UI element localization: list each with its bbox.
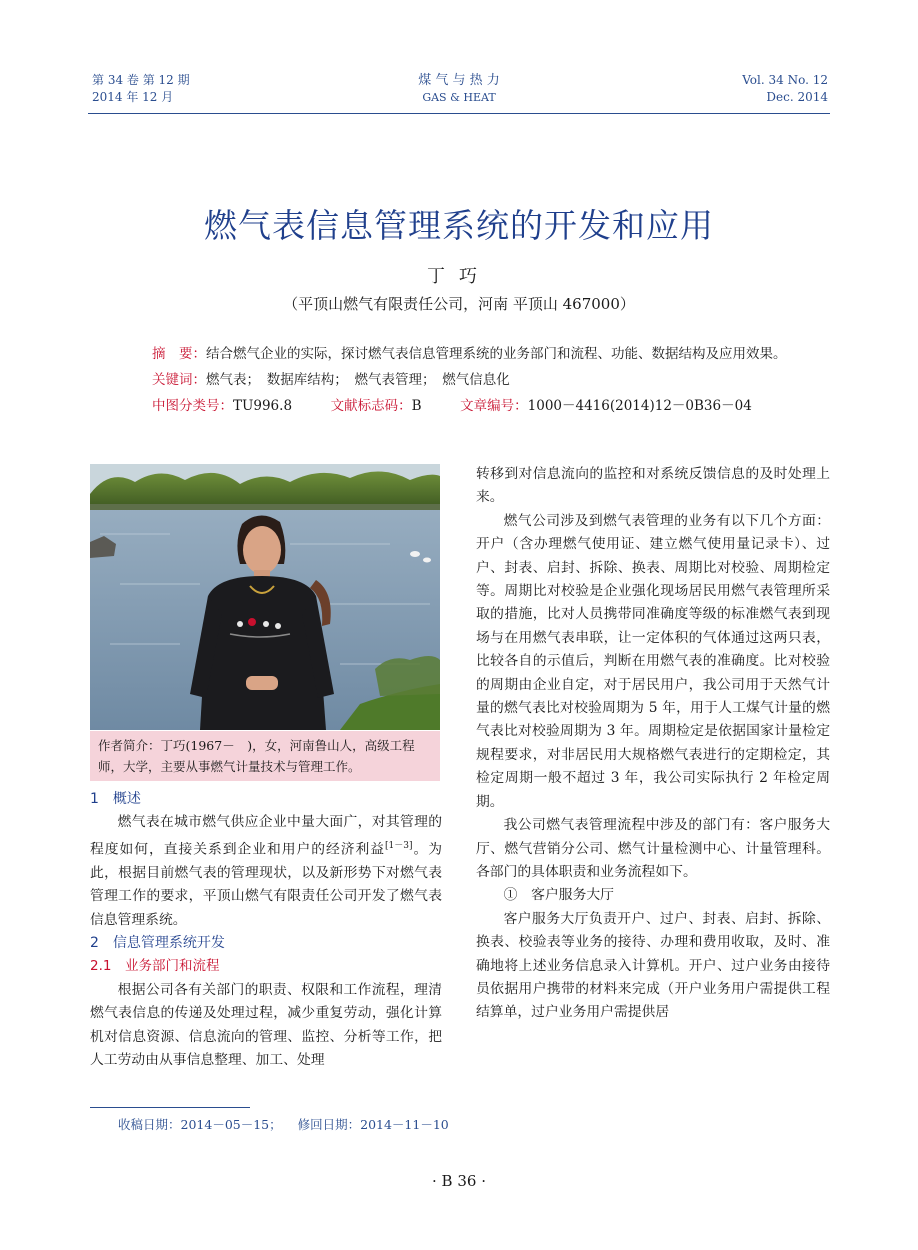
volume-issue: 第 34 卷 第 12 期 (92, 73, 190, 87)
received-label: 收稿日期： (118, 1117, 181, 1132)
keywords (122, 367, 802, 393)
article-title: 燃气表信息管理系统的开发和应用 (204, 206, 714, 245)
author-photo-illustration (90, 464, 440, 730)
section-1-title: 概述 (112, 791, 141, 807)
author-bio-label: 作者简介： (98, 738, 161, 753)
abstract-text: 结合燃气企业的实际，探讨燃气表信息管理系统的业务部门和流程、功能、数据结构及应用效果。 (206, 346, 787, 362)
revised-date: 2014－11－10 (360, 1117, 449, 1132)
article-number-value: 1000－4416(2014)12－0B36－04 (527, 398, 752, 414)
right-paragraph-3: 客户服务大厅负责开户、过户、封表、启封、拆除、换表、校验表等业务的接待、办理和费用收取，及时、准确地将上述业务信息录入计算机。开户、过户业务由接待员依据用户携带的材料来完成（开户业务用户需提供工程结算单，过户业务用户需提供居 (476, 910, 830, 1021)
list-item-customer-hall: ① 客户服务大厅 (503, 887, 614, 904)
citation-ref: [1－3] (385, 840, 413, 851)
subsection-2-1-title: 业务部门和流程 (124, 958, 220, 975)
journal-header-right (742, 72, 828, 106)
article-author: 丁巧 (427, 266, 491, 287)
keywords-text: 燃气表； 数据库结构； 燃气表管理； 燃气信息化 (206, 372, 510, 388)
abstract-label: 摘 要： (152, 346, 206, 362)
author-bio-text: 丁巧(1967－ )，女，河南鲁山人，高级工程师，大学，主要从事燃气计量技术与管理工作。 (98, 738, 415, 774)
header-rule (88, 113, 830, 114)
doc-code-value: B (411, 398, 422, 414)
keywords-label: 关键词： (152, 372, 206, 388)
right-paragraph-2: 我公司燃气表管理流程中涉及的部门有：客户服务大厅、燃气营销分公司、燃气计量检测中心、计量管理科。各部门的具体职责和业务流程如下。 (476, 817, 830, 880)
subsection-2-1-paragraph: 根据公司各有关部门的职责、权限和工作流程，理清燃气表信息的传递及处理过程，减少重复劳动，强化计算机对信息资源、信息流向的管理、监控、分析等工作，把人工劳动由从事信息整理、加工、处理 (90, 981, 442, 1069)
section-2-heading (90, 932, 442, 955)
right-column (476, 463, 830, 1025)
right-paragraph-1: 燃气公司涉及到燃气表管理的业务有以下几个方面：开户（含办理燃气使用证、建立燃气使用量记录卡）、过户、封表、启封、拆除、换表、周期比对校验、周期检定等。周期比对校验是企业强化现场居民用燃气表管理所采取的措施，比对人员携带同准确度等级的标准燃气表到现场与在用燃气表串联，让一定体积的气体通过这两只表，比较各自的示值后，判断在用燃气表的准确度。比对校验的周期由企业自定，对于居民用户，我公司用于天然气计量的燃气表比对校验周期为 5 年，用于人工煤气计量的燃气表比对校验周期为 3 年。周期检定是依据国家计量检定规程要求，对非居民用大规格燃气表进行的定期检定，其检定周期一般不超过 3 年，我公司实际执行 2 年检定周期。 (476, 512, 830, 810)
clc-value: TU996.8 (233, 398, 293, 414)
subsection-2-1-number: 2.1 (90, 958, 112, 975)
journal-header-left (92, 72, 190, 106)
section-1-text-a: 燃气表在城市燃气供应企业中量大面广，对其管理的程度如何，直接关系到企业和用户的经济利益 (90, 814, 442, 858)
section-2-number: 2 (90, 935, 99, 952)
abstract-block (122, 341, 802, 419)
section-1-paragraph (90, 811, 442, 932)
page-number: · B 36 · (432, 1172, 486, 1190)
section-1-text-b: 。为此，根据目前燃气表的管理现状，以及新形势下对燃气表管理工作的要求，平顶山燃气有限责任公司开发了燃气表信息管理系统。 (90, 841, 443, 928)
section-1-number: 1 (90, 791, 99, 807)
author-photo (90, 464, 440, 730)
author-bio-box (90, 731, 440, 781)
section-1-heading (90, 788, 442, 811)
section-2-title: 信息管理系统开发 (112, 935, 225, 952)
doc-code-label: 文献标志码： (330, 398, 412, 414)
journal-name-cn: 煤 气 与 热 力 (418, 73, 500, 88)
footnote-rule (90, 1107, 250, 1108)
issue-date: 2014 年 12 月 (92, 90, 174, 104)
issue-date-en: Dec. 2014 (766, 90, 828, 104)
volume-issue-en: Vol. 34 No. 12 (742, 73, 828, 87)
right-paragraph-0: 转移到对信息流向的监控和对系统反馈信息的及时处理上来。 (476, 466, 830, 506)
left-column (90, 788, 442, 1072)
footnote-dates (118, 1115, 449, 1133)
clc-label: 中图分类号： (152, 398, 233, 414)
journal-name-en: GAS & HEAT (422, 91, 496, 104)
abstract (122, 341, 802, 367)
received-date: 2014－05－15； (180, 1117, 282, 1132)
revised-label: 修回日期： (297, 1117, 361, 1132)
classification-line (122, 393, 802, 419)
subsection-2-1-heading (90, 955, 442, 978)
author-affiliation: （平顶山燃气有限责任公司，河南 平顶山 467000） (283, 295, 635, 313)
article-number-label: 文章编号： (460, 398, 528, 414)
journal-header-center (359, 72, 559, 106)
